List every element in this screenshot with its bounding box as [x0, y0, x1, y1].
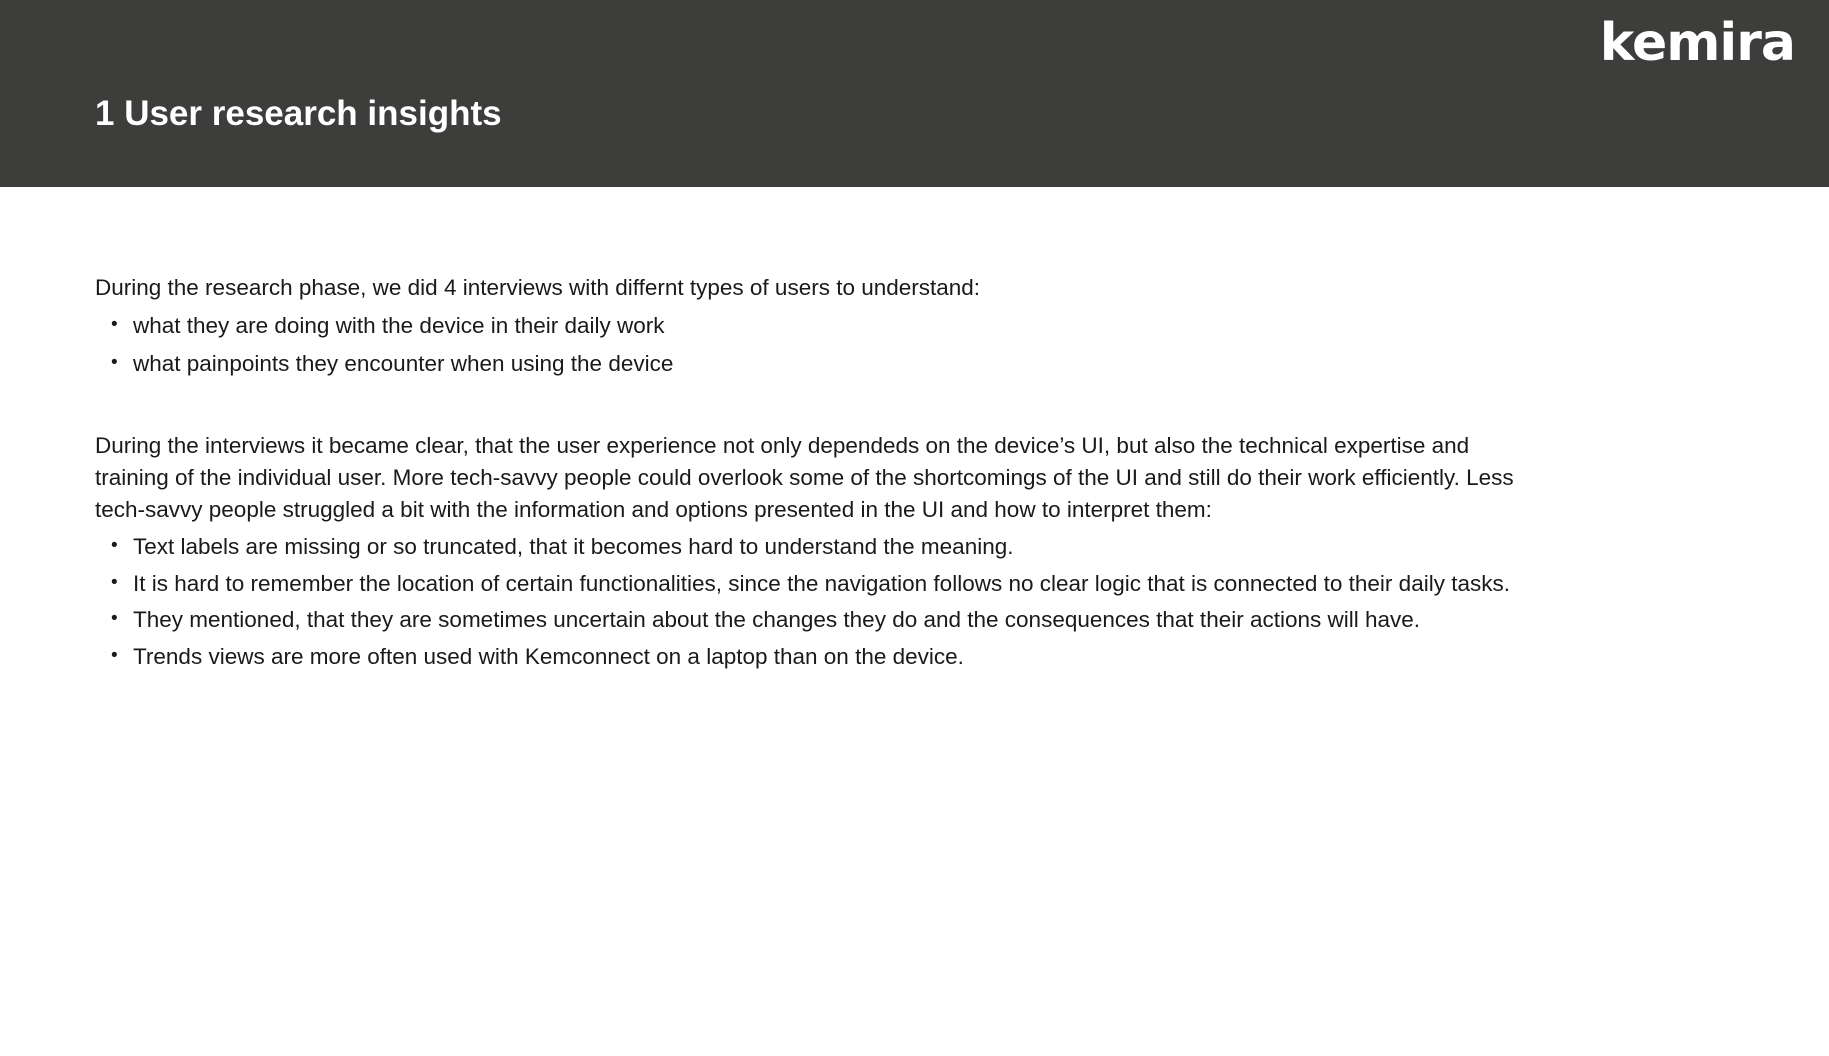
intro-paragraph: During the research phase, we did 4 interviews with differnt types of users to understand:	[95, 275, 981, 300]
spacer	[95, 386, 1555, 430]
list-item: • what painpoints they encounter when using the device	[95, 348, 1555, 380]
slide-header	[0, 0, 1829, 187]
kemira-logo: kemira	[1599, 13, 1795, 73]
list-item: • Text labels are missing or so truncated, that it becomes hard to understand the meaning.	[95, 531, 1555, 563]
findings-paragraph: During the interviews it became clear, that the user experience not only dependeds on the device’s UI, but also the technical expertise and training of the individual user. More tech-savvy people could overlook some of the shortcomings of the UI and still do their work efficiently. Less tech-savvy people struggled a bit with the information and options presented in the UI and how to interpret them:	[95, 433, 1514, 523]
list-item: • what they are doing with the device in their daily work	[95, 310, 1555, 342]
list-item: • Trends views are more often used with Kemconnect on a laptop than on the device.	[95, 641, 1555, 673]
page-title: 1 User research insights	[95, 94, 502, 133]
list-item: • They mentioned, that they are sometimes uncertain about the changes they do and the consequences that their actions will have.	[95, 604, 1555, 636]
slide-body	[95, 272, 1555, 678]
list-item: • It is hard to remember the location of certain functionalities, since the navigation follows no clear logic that is connected to their daily tasks.	[95, 568, 1555, 600]
intro-bullet-list	[95, 310, 1555, 380]
findings-bullet-list	[95, 531, 1555, 674]
